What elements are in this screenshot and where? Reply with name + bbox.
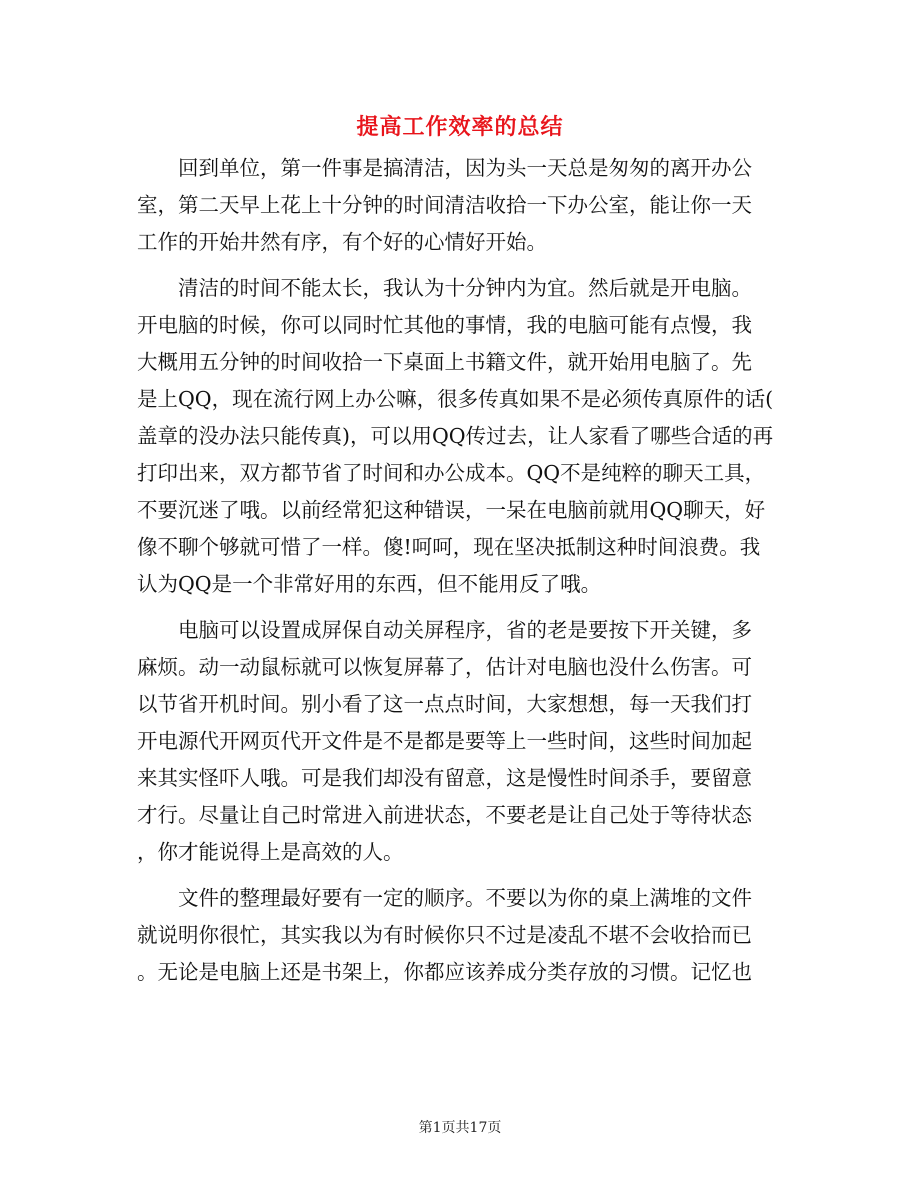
paragraph (137, 150, 783, 261)
text-line: 回到单位，第一件事是搞清洁，因为头一天总是匆匆的离开办公 (137, 156, 752, 180)
text-line: 认为QQ是一个非常好用的东西，但不能用反了哦。 (137, 572, 602, 596)
text-line: 工作的开始井然有序，有个好的心情好开始。 (137, 230, 547, 254)
text-line: 以节省开机时间。别小看了这一点点时间，大家想想，每一天我们打 (137, 692, 752, 716)
text-line: 文件的整理最好要有一定的顺序。不要以为你的桌上满堆的文件 (137, 886, 752, 910)
text-line: 来其实怪吓人哦。可是我们却没有留意，这是慢性时间杀手，要留意 (137, 766, 752, 790)
document-title: 提高工作效率的总结 (356, 114, 564, 140)
text-line: ，你才能说得上是高效的人。 (137, 840, 404, 864)
document-body (137, 150, 783, 991)
text-line: 电脑可以设置成屏保自动关屏程序，省的老是要按下开关键，多 (137, 618, 752, 642)
paragraph (137, 270, 783, 603)
text-line: 打印出来，双方都节省了时间和办公成本。QQ不是纯粹的聊天工具， (137, 461, 766, 485)
text-line: 清洁的时间不能太长，我认为十分钟内为宜。然后就是开电脑。 (137, 276, 752, 300)
page-number-footer: 第1页共17页 (418, 1120, 502, 1136)
text-line: 是上QQ，现在流行网上办公嘛，很多传真如果不是必须传真原件的话( (137, 387, 774, 411)
text-line: 开电脑的时候，你可以同时忙其他的事情，我的电脑可能有点慢，我 (137, 313, 752, 337)
text-line: 像不聊个够就可惜了一样。傻!呵呵，现在坚决抵制这种时间浪费。我 (137, 535, 761, 559)
text-line: 不要沉迷了哦。以前经常犯这种错误，一呆在电脑前就用QQ聊天，好 (137, 498, 766, 522)
paragraph (137, 612, 783, 871)
text-line: 。无论是电脑上还是书架上，你都应该养成分类存放的习惯。记忆也 (137, 960, 752, 984)
text-line: 大概用五分钟的时间收拾一下桌面上书籍文件，就开始用电脑了。先 (137, 350, 752, 374)
paragraph (137, 880, 783, 991)
text-line: 开电源代开网页代开文件是不是都是要等上一些时间，这些时间加起 (137, 729, 752, 753)
text-line: 就说明你很忙，其实我以为有时候你只不过是凌乱不堪不会收拾而已 (137, 923, 752, 947)
text-line: 室，第二天早上花上十分钟的时间清洁收拾一下办公室，能让你一天 (137, 193, 752, 217)
text-line: 麻烦。动一动鼠标就可以恢复屏幕了，估计对电脑也没什么伤害。可 (137, 655, 752, 679)
text-line: 盖章的没办法只能传真)，可以用QQ传过去，让人家看了哪些合适的再 (137, 424, 774, 448)
text-line: 才行。尽量让自己时常进入前进状态，不要老是让自己处于等待状态 (137, 803, 752, 827)
